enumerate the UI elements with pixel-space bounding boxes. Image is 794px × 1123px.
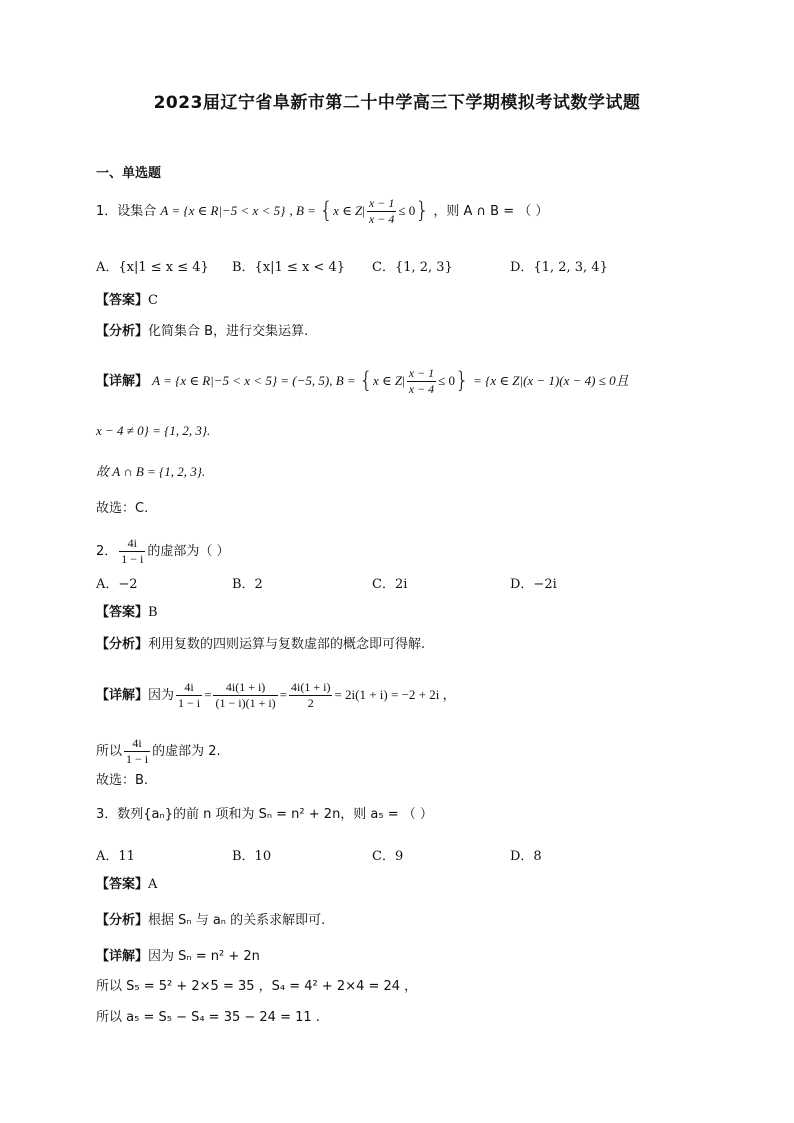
question-3-detail: 因为 Sₙ = n² + 2n xyxy=(148,949,260,964)
question-1-detail-1b: = {x ∈ Z|(x − 1)(x − 4) ≤ 0且 xyxy=(473,373,629,388)
question-1-set-b-right: ≤ 0 xyxy=(398,203,416,218)
question-2-eq-fraction-2: $\frac{4i(1 + i)}{(1 - i)(1 + i)}$ xyxy=(215,680,276,710)
question-2-fraction: $\frac{4i}{1 - i}$ xyxy=(121,536,144,566)
analysis-label: 【分析】 xyxy=(96,324,149,339)
question-1-detail-row: 【详解】 A = {x ∈ R|−5 < x < 5} = (−5, 5), B = {x ∈ Z| $\frac{x - 1}{x - 4}$ ≤ 0} = {x ∈ Z|(x − 1)(x − 4) ≤ 0且 xyxy=(96,366,629,396)
question-2-conclusion: 故选：B. xyxy=(96,773,149,788)
section-heading: 一、单选题 xyxy=(96,166,162,181)
question-2-prefix: 2． xyxy=(96,544,118,559)
question-2-so-row: 所以 $\frac{4i}{1 - i}$ 的虚部为 2. xyxy=(96,736,221,766)
question-2-so-tail: 的虚部为 2. xyxy=(152,744,221,759)
question-1-option-b: B．{x|1 ≤ x < 4} xyxy=(232,260,345,275)
question-1-set-a: A = {x ∈ R|−5 < x < 5} xyxy=(160,203,286,218)
question-3-option-c: C．9 xyxy=(372,849,404,864)
question-1-detail-3: 故 A ∩ B = {1, 2, 3}. xyxy=(96,464,206,479)
question-2-so-lead: 所以 xyxy=(96,744,123,759)
question-2-analysis-row: 【分析】利用复数的四则运算与复数虚部的概念即可得解. xyxy=(96,637,426,652)
question-1-set-b-lead: , B = xyxy=(289,203,320,218)
question-1-option-c: C．{1, 2, 3} xyxy=(372,260,453,275)
question-3-step-1: 所以 S₅ = 5² + 2×5 = 35 ，S₄ = 4² + 2×4 = 24 ， xyxy=(96,979,418,994)
question-3-analysis-row: 【分析】根据 Sₙ 与 aₙ 的关系求解即可. xyxy=(96,913,326,928)
question-2-analysis: 利用复数的四则运算与复数虚部的概念即可得解. xyxy=(148,637,426,652)
question-2-eq-tail: = 2i(1 + i) = −2 + 2i ， xyxy=(334,687,456,702)
question-2-detail-lead: 因为 xyxy=(148,688,175,703)
question-2-answer-row: 【答案】B xyxy=(96,605,158,620)
question-1: 1．设集合 A = {x ∈ R|−5 < x < 5} , B = {x ∈ Z| $\frac{x - 1}{x - 4}$ ≤ 0} ，则 A ∩ B = （ ） xyxy=(96,196,549,226)
question-2-option-b: B．2 xyxy=(232,577,263,592)
question-1-set-b-left: x ∈ Z xyxy=(333,203,363,218)
question-3-option-d: D．8 xyxy=(510,849,542,864)
question-1-suffix: ，则 A ∩ B = （ ） xyxy=(433,204,549,219)
question-1-answer: C xyxy=(148,293,158,308)
question-1-option-a: A．{x|1 ≤ x ≤ 4} xyxy=(96,260,209,275)
detail-label: 【详解】 xyxy=(96,374,149,389)
question-1-option-d: D．{1, 2, 3, 4} xyxy=(510,260,608,275)
question-2 xyxy=(96,536,230,567)
document-title: 2023届辽宁省阜新市第二十中学高三下学期模拟考试数学试题 xyxy=(153,93,641,113)
question-1-detail-1a: A = {x ∈ R|−5 < x < 5} = (−5, 5), B = xyxy=(152,373,359,388)
question-2-answer: B xyxy=(148,605,158,620)
question-2-suffix: 的虚部为（ ） xyxy=(147,544,230,559)
question-2-option-d: D．−2i xyxy=(510,577,557,592)
question-1-prefix: 1．设集合 xyxy=(96,204,157,219)
question-1-detail-2: x − 4 ≠ 0} = {1, 2, 3}. xyxy=(96,423,211,438)
question-3-analysis: 根据 Sₙ 与 aₙ 的关系求解即可. xyxy=(148,913,326,928)
question-1-fraction: $\frac{x - 1}{x - 4}$ xyxy=(368,196,395,226)
question-1-conclusion: 故选：C. xyxy=(96,501,149,516)
question-2-detail-row: 【详解】因为 $\frac{4i}{1 - i}$ = $\frac{4i(1 + i)}{(1 - i)(1 + i)}$ = $\frac{4i(1 + i)}{2}$ = 2i(1 + i) = −2 + 2i ， xyxy=(96,680,456,710)
question-3: 3．数列{aₙ}的前 n 项和为 Sₙ = n² + 2n，则 a₅ = （ ） xyxy=(96,807,433,822)
question-3-option-b: B．10 xyxy=(232,849,272,864)
question-3-detail-row: 【详解】因为 Sₙ = n² + 2n xyxy=(96,949,260,964)
question-2-option-c: C．2i xyxy=(372,577,408,592)
question-3-option-a: A．11 xyxy=(96,849,135,864)
question-2-option-a: A．−2 xyxy=(96,577,138,592)
question-1-analysis: 化简集合 B，进行交集运算. xyxy=(148,324,309,339)
question-2-eq-fraction-3: $\frac{4i(1 + i)}{2}$ xyxy=(291,680,331,710)
question-3-answer-row: 【答案】A xyxy=(96,877,158,892)
question-3-step-2: 所以 a₅ = S₅ − S₄ = 35 − 24 = 11 . xyxy=(96,1010,320,1025)
question-1-detail-fraction: $\frac{x - 1}{x - 4}$ xyxy=(408,366,435,396)
question-3-answer: A xyxy=(148,877,158,892)
answer-label: 【答案】 xyxy=(96,293,149,308)
question-1-analysis-row xyxy=(96,323,308,341)
question-1-answer-row xyxy=(96,292,158,310)
